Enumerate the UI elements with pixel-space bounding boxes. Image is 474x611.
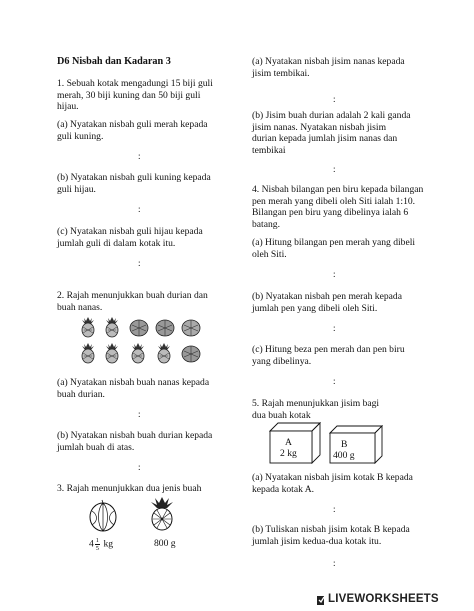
- answer-separator: :: [138, 151, 141, 161]
- fraction-denominator: 5: [95, 545, 100, 552]
- answer-separator: :: [333, 94, 336, 104]
- question-5-stem: 5. Rajah menunjukkan jisim bagi dua buah kotak: [252, 398, 380, 421]
- question-2a: (a) Nyatakan nisbah buah nanas kepada buah durian.: [57, 377, 210, 400]
- pineapple-icon: [154, 342, 174, 364]
- question-5a: (a) Nyatakan nisbah jisim kotak B kepada kepada kotak A.: [252, 472, 413, 495]
- pineapple-icon: [78, 316, 98, 338]
- question-2b: (b) Nyatakan nisbah buah durian kepada jumlah buah di atas.: [57, 430, 213, 453]
- answer-separator: :: [333, 504, 336, 514]
- question-2-stem: 2. Rajah menunjukkan buah durian dan buah nanas.: [57, 290, 208, 313]
- question-3b: (b) Jisim buah durian adalah 2 kali ganda jisim nanas. Nyatakan nisbah jisim durian kepada jumlah jisim nanas dan tembikai: [252, 110, 411, 156]
- mass-fraction: [95, 537, 100, 552]
- durian-icon: [180, 318, 202, 338]
- question-1b: (b) Nyatakan nisbah guli kuning kepada guli hijau.: [57, 172, 211, 195]
- pineapple-icon: [102, 316, 122, 338]
- pineapple-icon: [148, 496, 176, 532]
- answer-separator: :: [333, 269, 336, 279]
- answer-separator: :: [138, 462, 141, 472]
- pineapple-icon: [78, 342, 98, 364]
- box-b-mass: 400 g: [333, 450, 355, 461]
- question-4-stem: 4. Nisbah bilangan pen biru kepada bilangan pen merah yang dibeli oleh Siti ialah 1:10. Bilangan pen biru yang dibelinya ialah 6 batang.: [252, 184, 424, 230]
- question-5b: (b) Tuliskan nisbah jisim kotak B kepada jumlah jisim kedua-dua kotak itu.: [252, 524, 410, 547]
- mass-whole: 4: [89, 538, 94, 550]
- question-3a: (a) Nyatakan nisbah jisim nanas kepada jisim tembikai.: [252, 56, 405, 79]
- question-4a: (a) Hitung bilangan pen merah yang dibeli oleh Siti.: [252, 237, 416, 260]
- durian-icon: [128, 318, 150, 338]
- question-3-stem: 3. Rajah menunjukkan dua jenis buah: [57, 483, 202, 494]
- page-title: D6 Nisbah dan Kadaran 3: [57, 56, 171, 67]
- answer-separator: :: [138, 409, 141, 419]
- answer-separator: :: [333, 558, 336, 568]
- question-1c: (c) Nyatakan nisbah guli hijau kepada jumlah guli di dalam kotak itu.: [57, 226, 203, 249]
- answer-separator: :: [138, 204, 141, 214]
- durian-icon: [154, 318, 176, 338]
- question-4c: (c) Hitung beza pen merah dan pen biru yang dibelinya.: [252, 344, 405, 367]
- answer-separator: :: [333, 323, 336, 333]
- watermelon-mass: [89, 537, 113, 552]
- answer-separator: :: [333, 164, 336, 174]
- watermelon-icon: [88, 499, 118, 533]
- question-1a: (a) Nyatakan nisbah guli merah kepada guli kuning.: [57, 119, 208, 142]
- mass-unit: kg: [103, 538, 114, 550]
- answer-separator: :: [138, 258, 141, 268]
- fraction-numerator: 1: [95, 537, 100, 544]
- pineapple-mass: 800 g: [154, 538, 176, 549]
- answer-separator: :: [333, 376, 336, 386]
- footer-brand: LIVEWORKSHEETS: [328, 593, 439, 605]
- box-a-mass: 2 kg: [280, 448, 297, 459]
- box-b-label: B: [341, 439, 348, 450]
- durian-icon: [180, 344, 202, 364]
- liveworksheets-logo-icon: [316, 594, 326, 606]
- pineapple-icon: [128, 342, 148, 364]
- box-a-label: A: [285, 437, 292, 448]
- fruit-diagram: [78, 316, 204, 366]
- question-4b: (b) Nyatakan nisbah pen merah kepada jumlah pen yang dibeli oleh Siti.: [252, 291, 402, 314]
- pineapple-icon: [102, 342, 122, 364]
- question-1-stem: 1. Sebuah kotak mengadungi 15 biji guli merah, 30 biji kuning dan 50 biji guli hijau.: [57, 78, 213, 112]
